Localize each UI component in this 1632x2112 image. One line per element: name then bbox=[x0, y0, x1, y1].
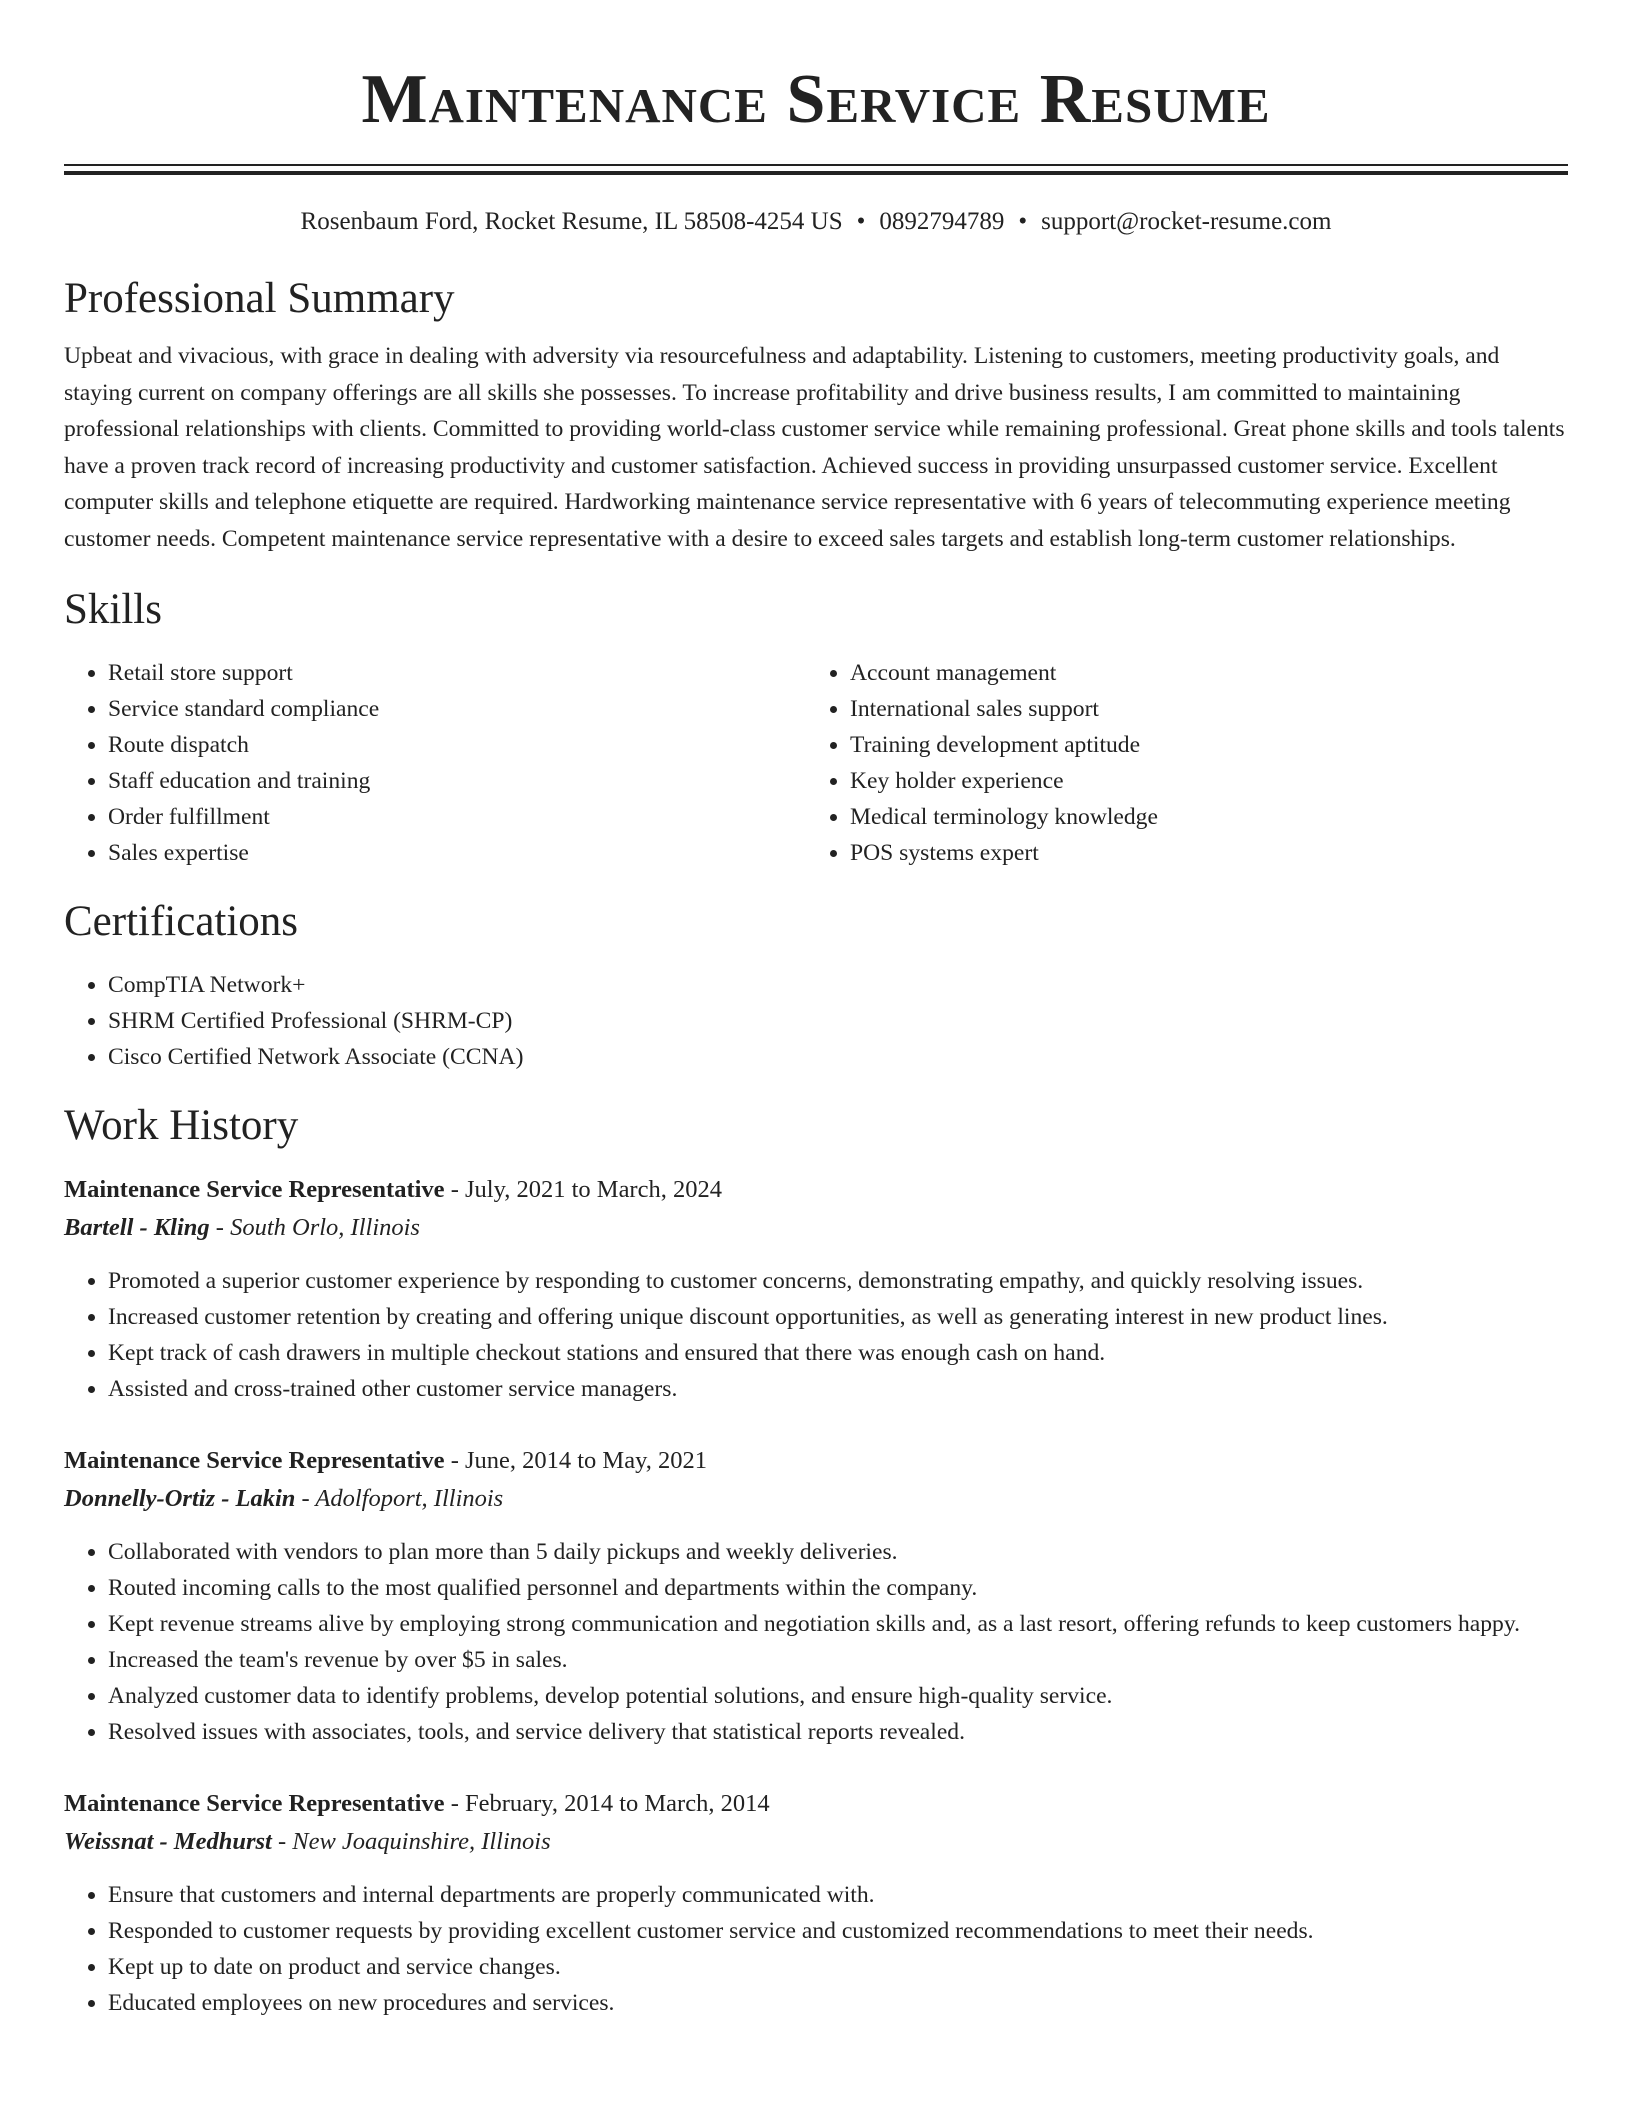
certification-item: • SHRM Certified Professional (SHRM-CP) bbox=[108, 1003, 1568, 1039]
certifications-list bbox=[64, 967, 1568, 1075]
skills-column-left bbox=[64, 655, 806, 871]
job-location: - South Orlo, Illinois bbox=[209, 1214, 420, 1241]
skills-column-right bbox=[806, 655, 1548, 871]
contact-phone: 0892794789 bbox=[879, 208, 1005, 235]
skill-item: • Sales expertise bbox=[108, 835, 806, 871]
contact-address: Rosenbaum Ford, Rocket Resume, IL 58508-4254 US bbox=[300, 208, 843, 235]
title-divider bbox=[64, 164, 1568, 175]
contact-separator: • bbox=[1018, 208, 1028, 235]
job-duty-item: • Kept up to date on product and service changes. bbox=[108, 1949, 1568, 1985]
job-duty-item: • Responded to customer requests by providing excellent customer service and customized recommendations to meet their needs. bbox=[108, 1913, 1568, 1949]
job-company-line bbox=[64, 1480, 1568, 1518]
job-duty-item: • Kept revenue streams alive by employing strong communication and negotiation skills and, as a last resort, offering refunds to keep customers happy. bbox=[108, 1606, 1568, 1642]
skill-item: • Account management bbox=[850, 655, 1548, 691]
skill-item: • Key holder experience bbox=[850, 763, 1548, 799]
job-title-line bbox=[64, 1785, 1568, 1823]
skill-item: • International sales support bbox=[850, 691, 1548, 727]
job-duties-list bbox=[64, 1263, 1568, 1407]
job-duty-item: • Educated employees on new procedures and services. bbox=[108, 1985, 1568, 2021]
job-company: Donnelly-Ortiz - Lakin bbox=[64, 1485, 296, 1512]
job-dates: - June, 2014 to May, 2021 bbox=[444, 1447, 708, 1474]
contact-separator: • bbox=[856, 208, 866, 235]
job-role: Maintenance Service Representative bbox=[64, 1447, 445, 1474]
job-entry bbox=[64, 1171, 1568, 1407]
skills-heading: Skills bbox=[64, 586, 162, 633]
job-entry bbox=[64, 1785, 1568, 2021]
skill-item: • POS systems expert bbox=[850, 835, 1548, 871]
job-duty-item: • Collaborated with vendors to plan more than 5 daily pickups and weekly deliveries. bbox=[108, 1534, 1568, 1570]
job-company-line bbox=[64, 1209, 1568, 1247]
job-role: Maintenance Service Representative bbox=[64, 1790, 445, 1817]
skills-list-left bbox=[64, 655, 806, 871]
job-company: Weissnat - Medhurst bbox=[64, 1828, 272, 1855]
job-duty-item: • Analyzed customer data to identify problems, develop potential solutions, and ensure high-quality service. bbox=[108, 1678, 1568, 1714]
summary-text: Upbeat and vivacious, with grace in dealing with adversity via resourcefulness and adaptability. Listening to customers, meeting productivity goals, and staying current on company offerings are all skills she possesses. To increase profitability and drive business results, I am committed to maintaining professional relationships with clients. Committed to providing world-class customer service while remaining professional. Great phone skills and tools talents have a proven track record of increasing productivity and customer satisfaction. Achieved success in providing unsurpassed customer service. Excellent computer skills and telephone etiquette are required. Hardworking maintenance service representative with 6 years of telecommuting experience meeting customer needs. Competent maintenance service representative with a desire to exceed sales targets and establish long-term customer relationships. bbox=[64, 343, 1565, 552]
skill-item: • Staff education and training bbox=[108, 763, 806, 799]
skill-item: • Medical terminology knowledge bbox=[850, 799, 1548, 835]
job-duty-item: • Kept track of cash drawers in multiple checkout stations and ensured that there was enough cash on hand. bbox=[108, 1335, 1568, 1371]
contact-email: support@rocket-resume.com bbox=[1041, 208, 1332, 235]
job-location: - New Joaquinshire, Illinois bbox=[271, 1828, 551, 1855]
certification-item: • Cisco Certified Network Associate (CCNA) bbox=[108, 1039, 1568, 1075]
skills-list-right bbox=[806, 655, 1548, 871]
job-duties-list bbox=[64, 1534, 1568, 1750]
job-duty-item: • Routed incoming calls to the most qualified personnel and departments within the company. bbox=[108, 1570, 1568, 1606]
job-company-line bbox=[64, 1823, 1568, 1861]
job-entry bbox=[64, 1442, 1568, 1750]
page-title: Maintenance Service Resume bbox=[361, 61, 1271, 138]
job-duty-item: • Promoted a superior customer experience by responding to customer concerns, demonstrating empathy, and quickly resolving issues. bbox=[108, 1263, 1568, 1299]
skill-item: • Route dispatch bbox=[108, 727, 806, 763]
job-duties-list bbox=[64, 1877, 1568, 2021]
job-title-line bbox=[64, 1171, 1568, 1209]
job-dates: - July, 2021 to March, 2024 bbox=[444, 1176, 722, 1203]
job-dates: - February, 2014 to March, 2014 bbox=[444, 1790, 770, 1817]
skill-item: • Training development aptitude bbox=[850, 727, 1548, 763]
certification-item: • CompTIA Network+ bbox=[108, 967, 1568, 1003]
job-role: Maintenance Service Representative bbox=[64, 1176, 445, 1203]
contact-line bbox=[64, 206, 1568, 238]
work-history-heading: Work History bbox=[64, 1102, 299, 1149]
certifications-heading: Certifications bbox=[64, 898, 299, 945]
job-duty-item: • Ensure that customers and internal departments are properly communicated with. bbox=[108, 1877, 1568, 1913]
job-duty-item: • Resolved issues with associates, tools, and service delivery that statistical reports revealed. bbox=[108, 1714, 1568, 1750]
job-location: - Adolfoport, Illinois bbox=[295, 1485, 504, 1512]
skill-item: • Retail store support bbox=[108, 655, 806, 691]
skills-grid bbox=[64, 655, 1568, 871]
job-duty-item: • Increased the team's revenue by over $5 in sales. bbox=[108, 1642, 1568, 1678]
job-company: Bartell - Kling bbox=[64, 1214, 210, 1241]
job-duty-item: • Assisted and cross-trained other customer service managers. bbox=[108, 1371, 1568, 1407]
job-title-line bbox=[64, 1442, 1568, 1480]
job-duty-item: • Increased customer retention by creating and offering unique discount opportunities, as well as generating interest in new product lines. bbox=[108, 1299, 1568, 1335]
summary-heading: Professional Summary bbox=[64, 275, 455, 322]
skill-item: • Service standard compliance bbox=[108, 691, 806, 727]
skill-item: • Order fulfillment bbox=[108, 799, 806, 835]
